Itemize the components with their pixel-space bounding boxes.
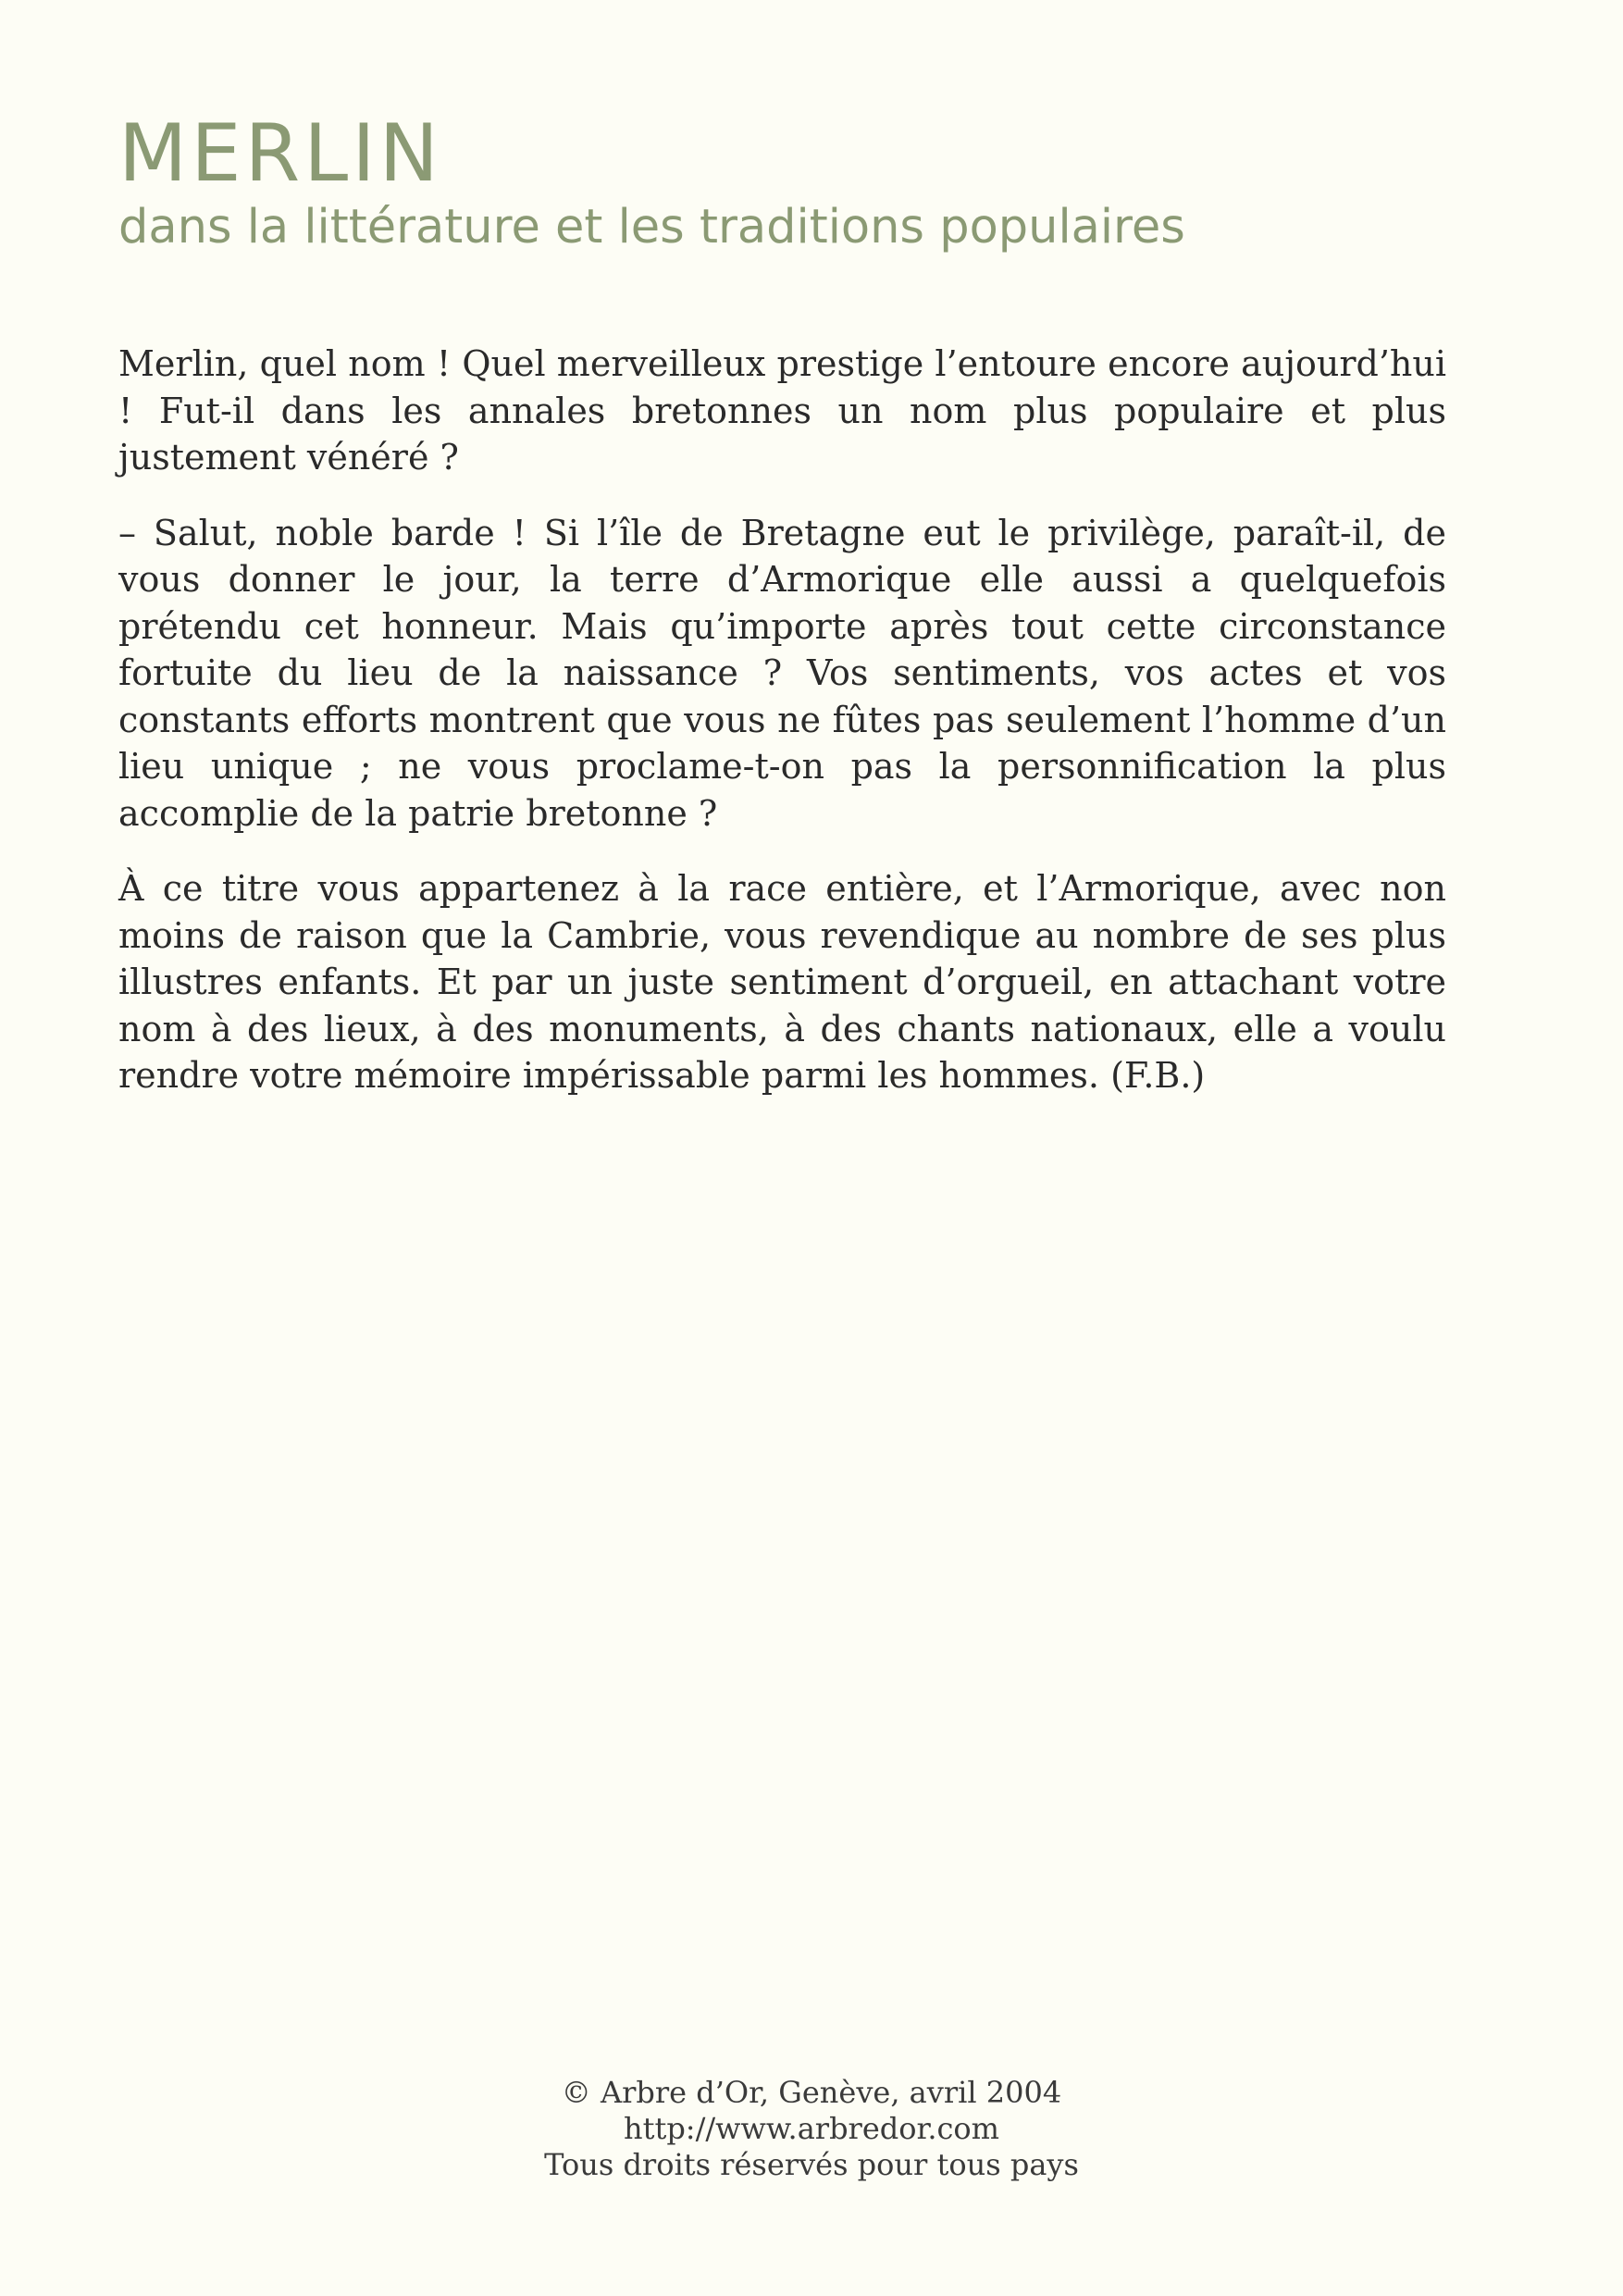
website-url: http://www.arbredor.com xyxy=(623,2111,1000,2146)
page-subtitle: dans la littérature et les traditions populaires xyxy=(118,200,1185,254)
footer xyxy=(0,2075,1623,2183)
copyright-line: © Arbre d’Or, Genève, avril 2004 xyxy=(561,2075,1062,2110)
paragraph-1: Merlin, quel nom ! Quel merveilleux prestige l’entoure encore aujourd’hui ! Fut-il dans les annales bretonnes un nom plus populaire et plus justement vénéré ? xyxy=(118,343,1446,478)
rights-line: Tous droits réservés pour tous pays xyxy=(544,2147,1079,2182)
page-title: MERLIN xyxy=(118,107,442,200)
paragraph-3: À ce titre vous appartenez à la race entière, et l’Armorique, avec non moins de raison que la Cambrie, vous revendique au nombre de ses plus illustres enfants. Et par un juste sentiment d’orgueil, en attachant votre nom à des lieux, à des monuments, à des chants nationaux, elle a voulu rendre votre mémoire impérissable parmi les hommes. (F.B.) xyxy=(118,868,1446,1096)
body-text xyxy=(118,341,1446,1128)
paragraph-2: – Salut, noble barde ! Si l’île de Bretagne eut le privilège, paraît-il, de vous donner le jour, la terre d’Armorique elle aussi a quelquefois prétendu cet honneur. Mais qu’importe après tout cette circonstance fortuite du lieu de la naissance ? Vos sentiments, vos actes et vos constants efforts montrent que vous ne fûtes pas seulement l’homme d’un lieu unique ; ne vous proclame-t-on pas la personnification la plus accomplie de la patrie bretonne ? xyxy=(118,512,1446,834)
